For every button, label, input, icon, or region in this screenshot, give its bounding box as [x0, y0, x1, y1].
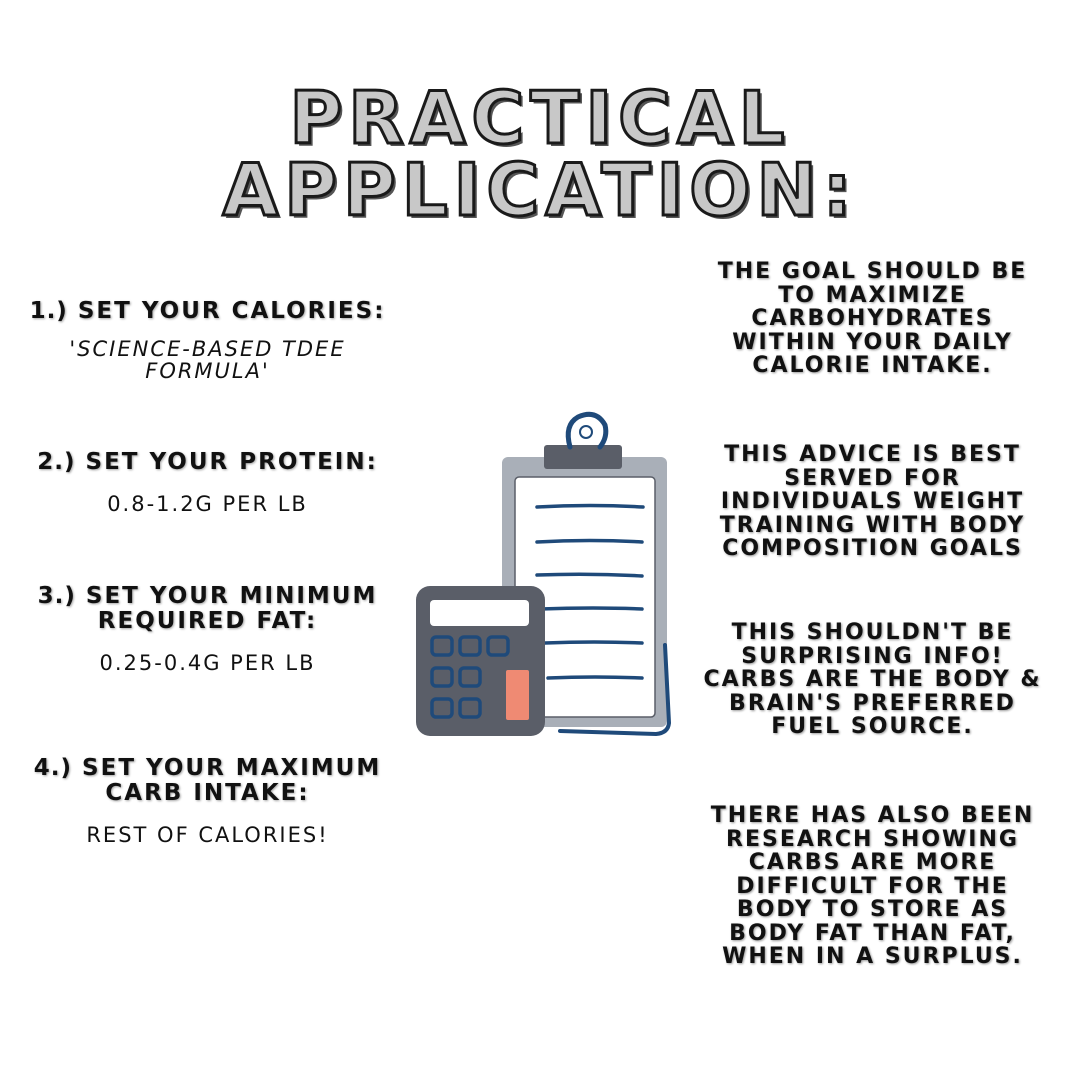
step-2-title: SET YOUR PROTEIN:: [85, 449, 378, 475]
step-1-number: 1.): [29, 298, 68, 324]
calculator-icon: [416, 586, 545, 736]
step-1-title: SET YOUR CALORIES:: [77, 298, 386, 324]
step-3-number: 3.): [37, 583, 76, 609]
title-line-1: PRACTICAL: [289, 76, 791, 160]
step-2: [15, 450, 400, 515]
step-4-heading: [15, 756, 400, 806]
step-1-heading: [15, 299, 400, 324]
note-1: THE GOAL SHOULD BE TO MAXIMIZE CARBOHYDRATES WITHIN YOUR DAILY CALORIE INTAKE.: [717, 259, 1028, 378]
step-2-heading: [15, 450, 400, 475]
clipboard-calculator-illustration: [410, 405, 685, 750]
step-4-title: SET YOUR MAXIMUM CARB INTAKE:: [82, 755, 382, 806]
step-3-title: SET YOUR MINIMUM REQUIRED FAT:: [85, 583, 378, 634]
note-2: THIS ADVICE IS BEST SERVED FOR INDIVIDUALS WEIGHT TRAINING WITH BODY COMPOSITION GOALS: [719, 442, 1026, 561]
step-2-detail: 0.8-1.2G PER LB: [107, 492, 308, 516]
step-4: [15, 756, 400, 846]
step-3: [15, 584, 400, 674]
step-1: [15, 299, 400, 382]
note-4: THERE HAS ALSO BEEN RESEARCH SHOWING CARBS ARE MORE DIFFICULT FOR THE BODY TO STORE AS BODY FAT THAN FAT, WHEN IN A SURPLUS.: [710, 803, 1035, 969]
title-line-2: APPLICATION:: [222, 148, 858, 232]
page-title: [0, 76, 1080, 232]
step-2-number: 2.): [37, 449, 76, 475]
step-3-detail: 0.25-0.4G PER LB: [99, 651, 316, 675]
step-1-detail: 'SCIENCE-BASED TDEE FORMULA': [69, 337, 346, 383]
step-4-detail: REST OF CALORIES!: [86, 823, 329, 847]
step-3-heading: [15, 584, 400, 634]
step-4-number: 4.): [33, 755, 73, 781]
note-3: THIS SHOULDN'T BE SURPRISING INFO! CARBS ARE THE BODY & BRAIN'S PREFERRED FUEL SOURCE.: [703, 620, 1042, 739]
